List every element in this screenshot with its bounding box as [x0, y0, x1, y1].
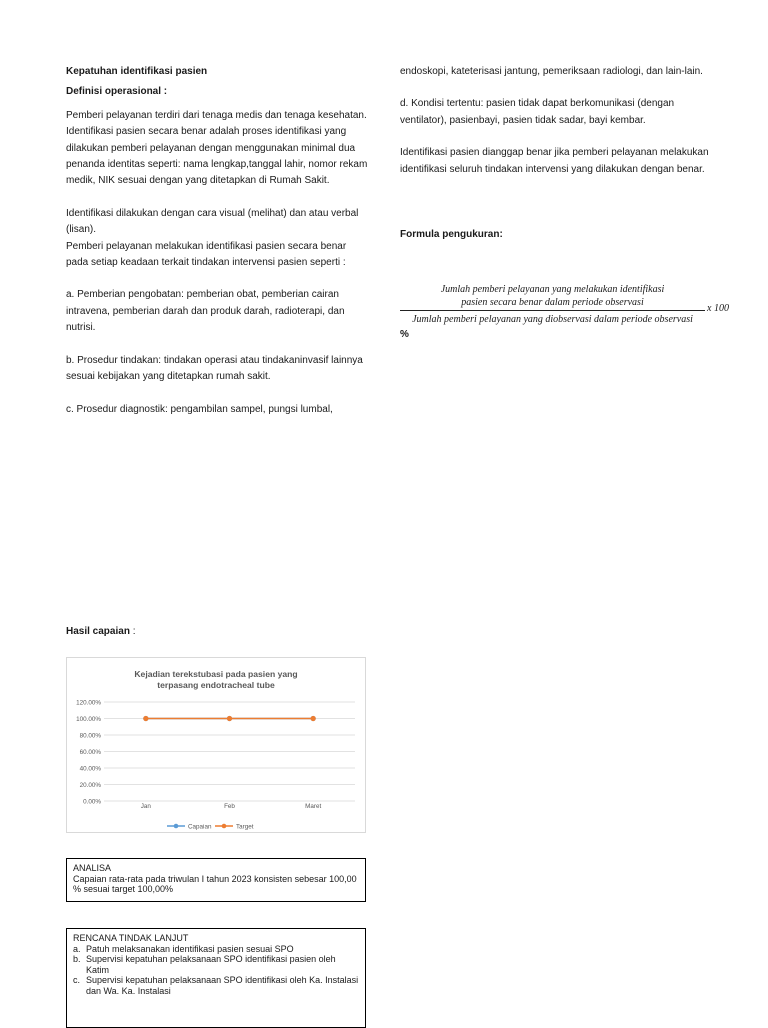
follow-up-text: Supervisi kepatuhan pelaksanaan SPO identifikasi oleh Ka. Instalasi dan Wa. Ka. Instalasi	[86, 975, 359, 996]
chart-title-line-2: terpasang endotracheal tube	[157, 680, 275, 690]
formula-numerator-2: pasien secara benar dalam periode observasi	[461, 297, 644, 308]
formula-title: Formula pengukuran:	[400, 229, 503, 241]
follow-up-item	[73, 954, 359, 975]
y-tick-label: 100.00%	[76, 715, 101, 723]
formula-numerator-1: Jumlah pemberi pelayanan yang melakukan identifikasi	[440, 284, 665, 295]
follow-up-marker: b.	[73, 954, 81, 965]
formula-multiplier: x 100	[707, 303, 729, 314]
follow-up-marker: c.	[73, 975, 81, 986]
chart-legend	[167, 823, 254, 830]
formula-denominator: Jumlah pemberi pelayanan yang diobservasi dalam periode observasi	[412, 314, 693, 325]
paragraph-visual: Identifikasi dilakukan dengan cara visual (melihat) dan atau verbal (lisan).	[66, 207, 359, 236]
x-tick-label: Jan	[140, 803, 151, 810]
paragraph-situasi: Pemberi pelayanan melakukan identifikasi pasien secara benar pada setiap keadaan terkait tindakan intervensi pasien seperti :	[66, 240, 347, 269]
chart-title-line-1: Kejadian terekstubasi pada pasien yang	[134, 669, 298, 679]
list-item-c-continued: endoskopi, kateterisasi jantung, pemeriksaan radiologi, dan lain-lain.	[400, 66, 703, 77]
y-tick-label: 0.00%	[83, 798, 101, 806]
paragraph-identifikasi: Identifikasi pasien secara benar adalah proses identifikasi yang dilakukan pemberi pelayanan dengan menggunakan minimal dua penanda identitas seperti: nama lengkap,tanggal lahir, nomor rekam medik, NIK sesuai dengan yang ditetapkan di Rumah Sakit.	[66, 126, 368, 187]
list-item-a: a. Pemberian pengobatan: pemberian obat, pemberian cairan intravena, pemberian darah dan produk darah, radioterapi, dan nutrisi.	[66, 289, 345, 334]
formula-fraction	[400, 283, 705, 326]
follow-up-marker: a.	[73, 943, 81, 954]
line-chart	[67, 658, 365, 832]
paragraph-pemberi: Pemberi pelayanan terdiri dari tenaga medis dan tenaga kesehatan.	[66, 109, 367, 121]
x-tick-label: Maret	[305, 803, 322, 810]
follow-up-box	[66, 928, 366, 1028]
chart-y-axis	[76, 699, 101, 805]
results-label-suffix: :	[129, 626, 136, 637]
follow-up-text: Patuh melaksanakan identifikasi pasien sesuai SPO	[86, 943, 294, 954]
follow-up-item	[73, 975, 359, 996]
follow-up-title: RENCANA TINDAK LANJUT	[73, 933, 189, 943]
x-tick-label: Feb	[224, 803, 235, 810]
follow-up-text: Supervisi kepatuhan pelaksanaan SPO identifikasi pasien oleh Katim	[86, 954, 336, 975]
analysis-box	[66, 858, 366, 902]
paragraph-benar: Identifikasi pasien dianggap benar jika pemberi pelayanan melakukan identifikasi seluruh tindakan intervensi yang dilakukan dengan benar.	[400, 147, 709, 175]
chart-container	[66, 657, 366, 833]
data-point-target	[143, 716, 148, 721]
analysis-text: Capaian rata-rata pada triwulan I tahun 2023 konsisten sebesar 100,00 % sesuai target 100,00%	[73, 873, 357, 895]
list-item-d: d. Kondisi tertentu: pasien tidak dapat berkomunikasi (dengan ventilator), pasienbayi, pasien tidak sadar, bayi kembar.	[400, 98, 675, 126]
analysis-title: ANALISA	[73, 863, 112, 873]
data-point-target	[311, 716, 316, 721]
section-heading: Kepatuhan identifikasi pasien	[66, 66, 208, 77]
follow-up-item	[73, 943, 359, 955]
legend-label: Capaian	[188, 823, 212, 831]
y-tick-label: 120.00%	[76, 699, 101, 707]
y-tick-label: 20.00%	[79, 781, 101, 789]
y-tick-label: 40.00%	[79, 765, 101, 773]
legend-marker	[174, 824, 179, 829]
data-point-target	[227, 716, 232, 721]
list-item-c: c. Prosedur diagnostik: pengambilan sampel, pungsi lumbal,	[66, 403, 333, 415]
y-tick-label: 60.00%	[79, 748, 101, 756]
results-label-text: Hasil capaian	[66, 626, 130, 637]
chart-x-axis	[141, 803, 322, 810]
left-column	[66, 64, 371, 418]
definition-subheading: Definisi operasional :	[66, 86, 168, 98]
fraction-bar	[400, 310, 705, 311]
follow-up-list	[73, 944, 359, 997]
right-column	[400, 64, 720, 243]
list-item-b: b. Prosedur tindakan: tindakan operasi atau tindakaninvasif lainnya sesuai kebijakan yang ditetapkan rumah sakit.	[66, 354, 363, 383]
legend-label: Target	[236, 823, 254, 831]
results-label	[66, 624, 135, 640]
formula-percent: %	[400, 329, 409, 340]
legend-marker	[222, 824, 227, 829]
y-tick-label: 80.00%	[79, 732, 101, 740]
chart-series	[143, 716, 316, 721]
